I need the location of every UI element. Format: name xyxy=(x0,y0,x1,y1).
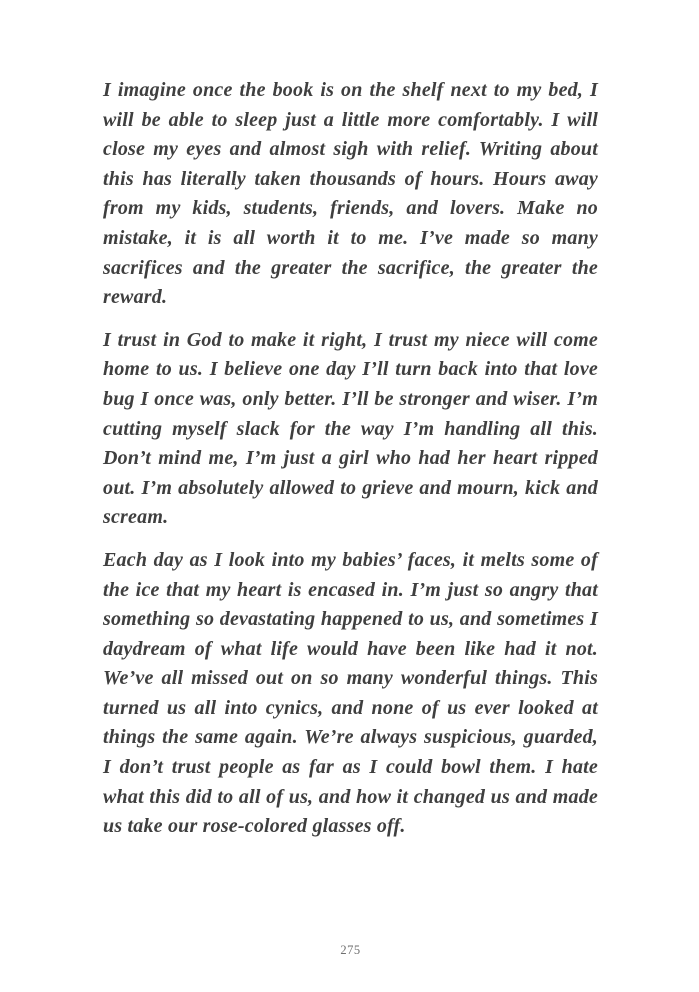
body-text-block xyxy=(103,76,598,842)
page-number: 275 xyxy=(340,943,361,957)
paragraph-2: I trust in God to make it right, I trust my niece will come home to us. I believe one day I’ll turn back into that love bug I once was, only better. I’ll be stronger and wiser. I’m cutting myself slack for the way I’m handling all this. Don’t mind me, I’m just a girl who had her heart ripped out. I’m absolutely allowed to grieve and mourn, kick and scream. xyxy=(103,328,598,529)
paragraph-3: Each day as I look into my babies’ faces, it melts some of the ice that my heart is encased in. I’m just so angry that something so devastating happened to us, and sometimes I daydream of what life would have been like had it not. We’ve all missed out on so many wonderful things. This turned us all into cynics, and none of us ever looked at things the same again. We’re always suspicious, guarded, I don’t trust people as far as I could bowl them. I hate what this did to all of us, and how it changed us and made us take our rose-colored glasses off. xyxy=(103,548,598,838)
paragraph-1: I imagine once the book is on the shelf next to my bed, I will be able to sleep just a little more comfortably. I will close my eyes and almost sigh with relief. Writing about this has literally taken thousands of hours. Hours away from my kids, students, friends, and lovers. Make no mistake, it is all worth it to me. I’ve made so many sacrifices and the greater the sacrifice, the greater the reward. xyxy=(103,79,598,309)
